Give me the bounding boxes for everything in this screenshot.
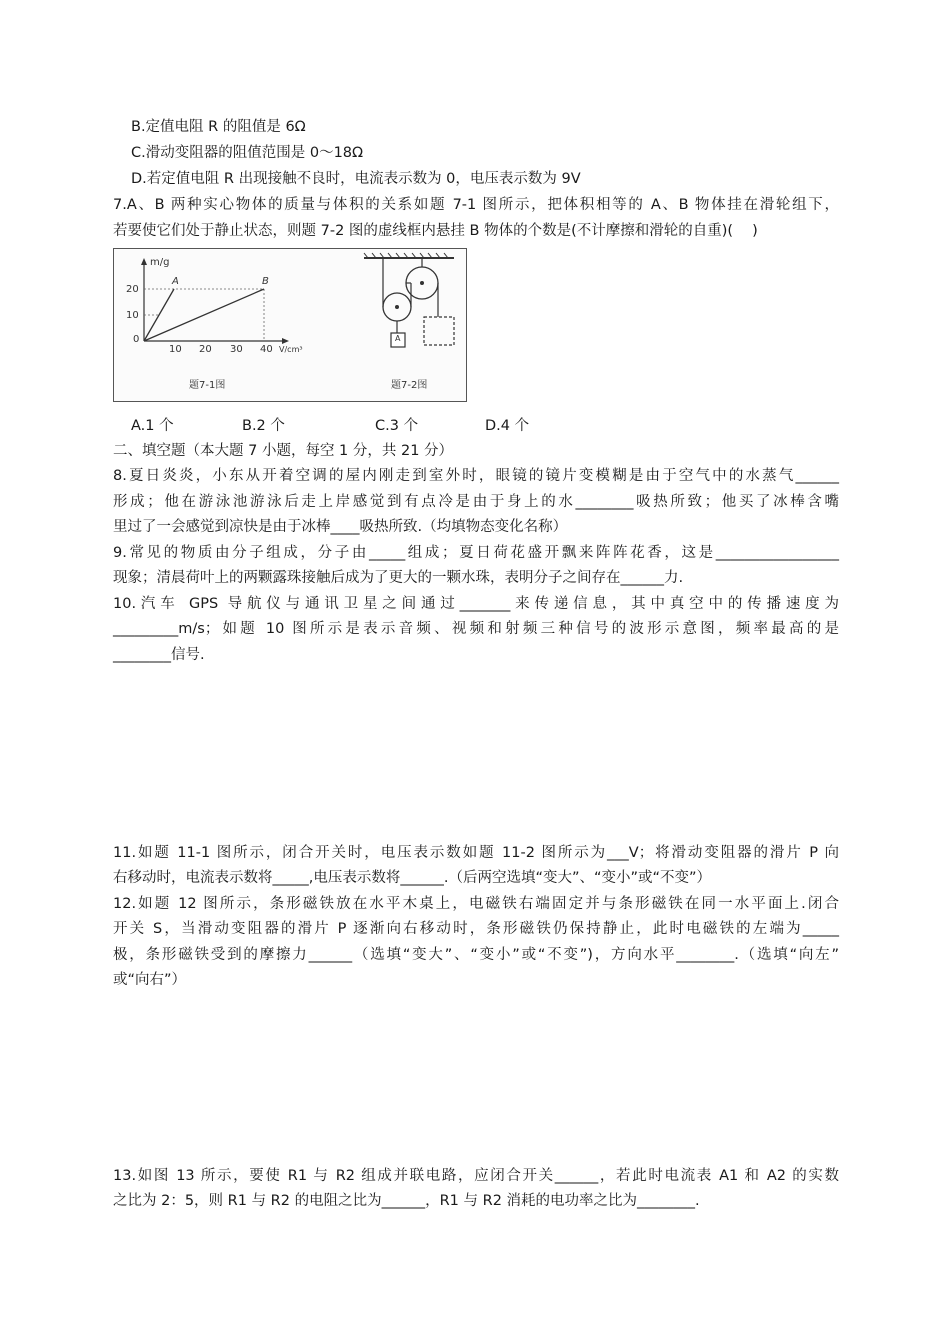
q12-line-4: 或“向右”）	[113, 972, 187, 988]
caption-7-1: 题7-1图	[189, 380, 226, 391]
q9-line-1: 9.常见的物质由分子组成，分子由_____组成；夏日荷花盛开飘来阵阵花香，这是_________________	[113, 545, 839, 561]
q10-line-2: _________m/s；如题 10 图所示是表示音频、视频和射频三种信号的波形示意图，频率最高的是	[113, 621, 839, 637]
choice-b: B.2 个	[242, 418, 285, 434]
y-tick-0: 0	[133, 334, 140, 345]
q11-line-2: 右移动时，电流表示数将_____,电压表示数将______.（后两空选填“变大”、“变小”或“不变”）	[113, 870, 712, 886]
q12-line-2: 开关 S，当滑动变阻器的滑片 P 逐渐向右移动时，条形磁铁仍保持静止，此时电磁铁的左端为_____	[113, 921, 839, 937]
y-tick-10: 10	[126, 310, 139, 321]
q7-line-1: 7.A、B 两种实心物体的质量与体积的关系如题 7-1 图所示，把体积相等的 A、B 物体挂在滑轮组下，	[113, 197, 839, 213]
choice-a: A.1 个	[131, 418, 174, 434]
x-tick-10: 10	[169, 344, 182, 355]
graph-y-label: m/g	[150, 257, 170, 268]
graph-y-arrow	[141, 258, 147, 265]
dashed-box	[424, 317, 454, 345]
q10-line-3: ________信号.	[113, 647, 205, 663]
q7-choices	[131, 416, 551, 436]
caption-7-2: 题7-2图	[391, 380, 428, 391]
x-tick-40: 40	[260, 344, 273, 355]
series-line-b	[144, 289, 264, 341]
q6-option-d: D.若定值电阻 R 出现接触不良时，电流表示数为 0，电压表示数为 9V	[131, 171, 581, 187]
q11-line-1: 11.如题 11-1 图所示，闭合开关时，电压表示数如题 11-2 图所示为___V；将滑动变阻器的滑片 P 向	[113, 845, 839, 861]
section-2-heading: 二、填空题（本大题 7 小题，每空 1 分，共 21 分）	[113, 443, 454, 459]
choice-d: D.4 个	[485, 418, 530, 434]
q7-line-2: 若要使它们处于静止状态，则题 7-2 图的虚线框内悬挂 B 物体的个数是(不计摩擦和滑轮的自重)( )	[113, 223, 758, 239]
q6-option-c: C.滑动变阻器的阻值范围是 0～18Ω	[131, 145, 364, 161]
q12-line-1: 12.如题 12 图所示，条形磁铁放在水平木桌上，电磁铁右端固定并与条形磁铁在同一水平面上.闭合	[113, 896, 839, 912]
q8-line-2: 形成；他在游泳池游泳后走上岸感觉到有点冷是由于身上的水________吸热所致；他买了冰棒含嘴	[113, 494, 839, 510]
q13-line-2: 之比为 2：5，则 R1 与 R2 的电阻之比为______，R1 与 R2 消耗的电功率之比为________.	[113, 1193, 700, 1209]
x-tick-30: 30	[230, 344, 243, 355]
y-tick-20: 20	[126, 284, 139, 295]
line-b-label: B	[262, 276, 269, 287]
graph-x-label: V/cm³	[279, 345, 303, 354]
q6-option-b: B.定值电阻 R 的阻值是 6Ω	[131, 119, 306, 135]
x-tick-20: 20	[199, 344, 212, 355]
block-a-label: A	[395, 334, 401, 343]
choice-c: C.3 个	[375, 418, 419, 434]
q9-line-2: 现象；清晨荷叶上的两颗露珠接触后成为了更大的一颗水珠，表明分子之间存在______力.	[113, 570, 684, 586]
q13-line-1: 13.如图 13 所示，要使 R1 与 R2 组成并联电路，应闭合开关______，若此时电流表 A1 和 A2 的实数	[113, 1168, 839, 1184]
q12-line-3: 极，条形磁铁受到的摩擦力______（选填“变大”、“变小”或“不变”)，方向水平________.（选填“向左”	[113, 947, 839, 963]
q7-figure	[113, 248, 467, 402]
q8-line-1: 8.夏日炎炎，小东从开着空调的屋内刚走到室外时，眼镜的镜片变模糊是由于空气中的水蒸气______	[113, 468, 839, 484]
line-a-label: A	[172, 276, 179, 287]
graph-x-arrow	[282, 338, 289, 344]
q10-line-1: 10.汽车 GPS 导航仪与通讯卫星之间通过_______来传递信息，其中真空中的传播速度为	[113, 596, 839, 612]
q8-line-3: 里过了一会感觉到凉快是由于冰棒____吸热所致.（均填物态变化名称）	[113, 519, 568, 535]
